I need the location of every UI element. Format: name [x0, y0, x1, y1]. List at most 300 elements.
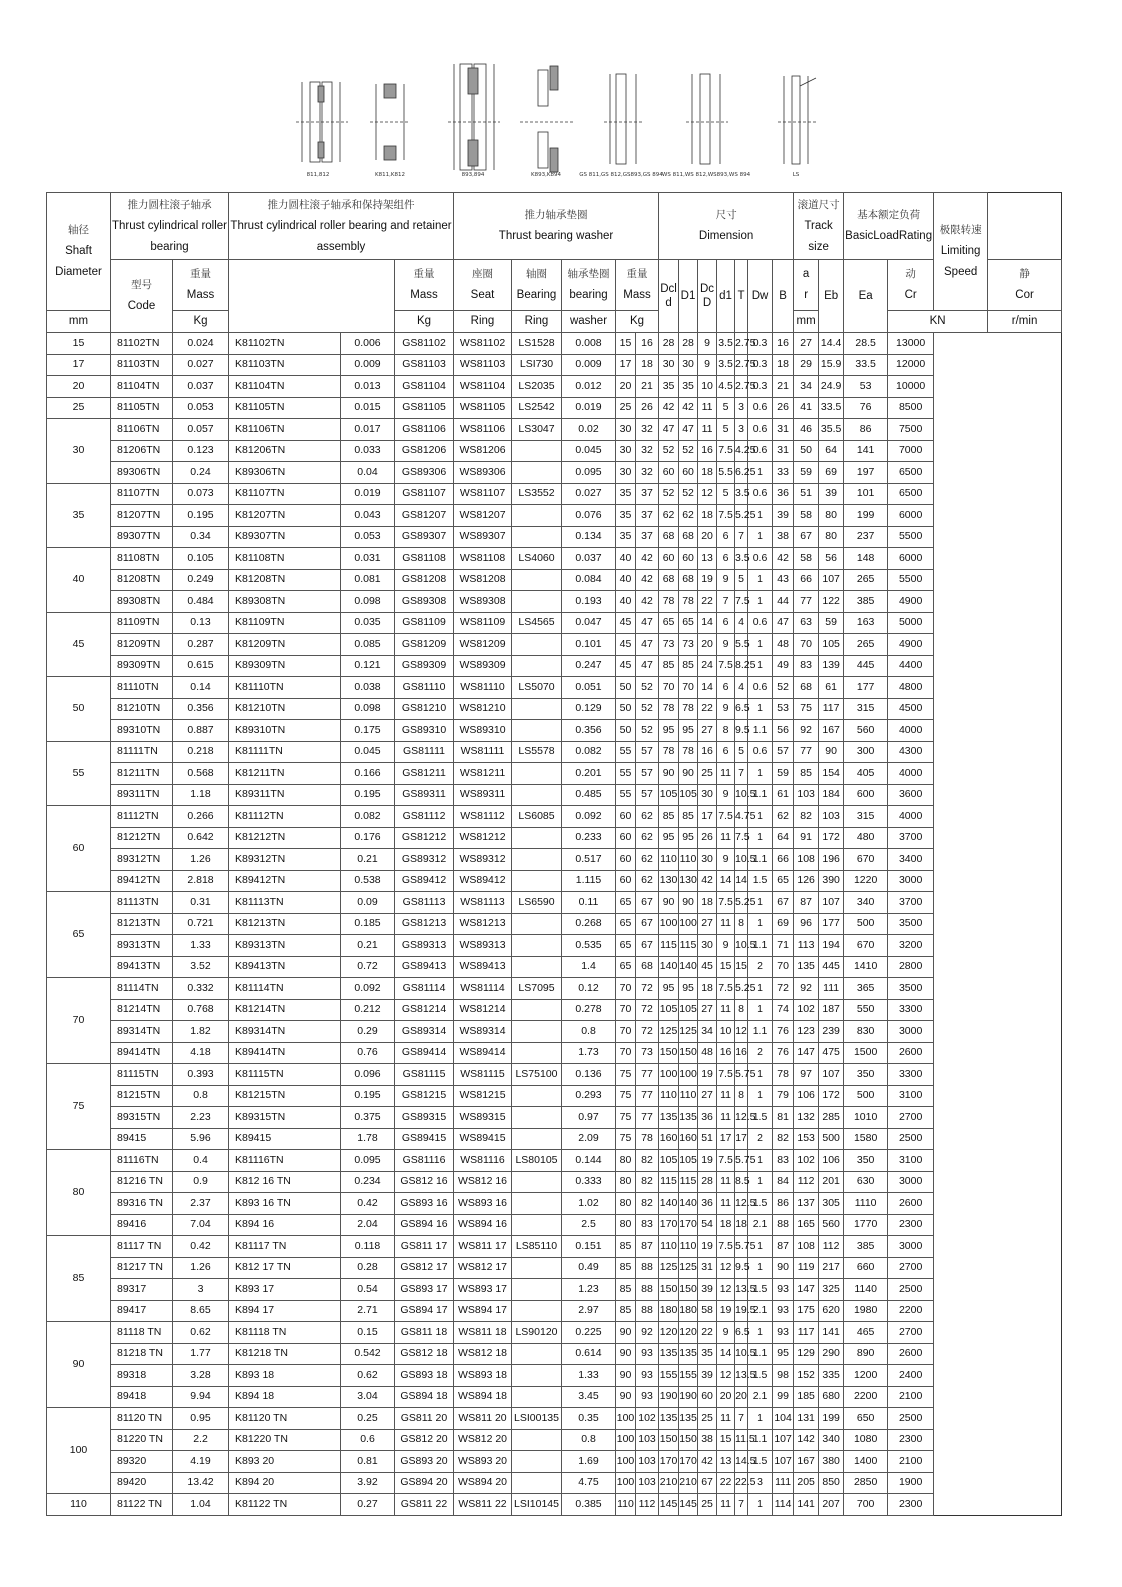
bearing-drawings [288, 56, 828, 178]
table-cell: 70 [616, 999, 636, 1021]
table-cell: 139 [819, 655, 844, 677]
table-cell: 1.1 [748, 1429, 773, 1451]
table-cell: K81102TN [229, 333, 341, 355]
table-cell: 117 [819, 698, 844, 720]
table-cell: 22 [698, 698, 717, 720]
table-cell: 0.098 [341, 591, 395, 613]
table-cell: 0.024 [173, 333, 229, 355]
table-row [47, 806, 1062, 828]
table-cell: 1.33 [562, 1365, 616, 1387]
table-cell: WS811 22 [454, 1494, 512, 1516]
table-cell: 8 [735, 999, 748, 1021]
table-cell: 0.332 [173, 978, 229, 1000]
header-mass2: 重量 Mass [395, 260, 454, 311]
table-cell: 180 [679, 1300, 698, 1322]
table-cell: 52 [659, 440, 679, 462]
table-cell: 42 [636, 591, 659, 613]
table-cell: 68 [659, 526, 679, 548]
table-cell: WS89306 [454, 462, 512, 484]
table-cell: 60 [616, 849, 636, 871]
table-cell [512, 1300, 562, 1322]
table-cell: 0.085 [341, 634, 395, 656]
table-cell: 175 [794, 1300, 819, 1322]
table-cell [512, 784, 562, 806]
table-cell: 57 [636, 741, 659, 763]
table-cell: 0.287 [173, 634, 229, 656]
table-cell: 102 [636, 1408, 659, 1430]
table-cell: K89413TN [229, 956, 341, 978]
table-cell: 100 [679, 913, 698, 935]
table-cell [512, 870, 562, 892]
table-cell: 315 [844, 698, 888, 720]
table-cell: 4.19 [173, 1451, 229, 1473]
table-cell: 43 [773, 569, 794, 591]
table-cell: 51 [794, 483, 819, 505]
table-cell: GS89415 [395, 1128, 454, 1150]
table-cell: 65 [616, 913, 636, 935]
table-cell: GS81212 [395, 827, 454, 849]
table-cell: 3500 [888, 913, 934, 935]
table-cell: 70 [773, 956, 794, 978]
table-cell: 81108TN [111, 548, 173, 570]
table-cell: 0.095 [562, 462, 616, 484]
drawing-gs-washer [604, 74, 644, 164]
table-cell: 95 [773, 1343, 794, 1365]
table-cell: 90 [616, 1386, 636, 1408]
table-cell: 3 [735, 397, 748, 419]
table-cell: 1.18 [173, 784, 229, 806]
table-cell: 0.278 [562, 999, 616, 1021]
table-cell: 93 [636, 1365, 659, 1387]
table-cell: 1 [748, 1408, 773, 1430]
table-cell: LSI10145 [512, 1494, 562, 1516]
table-cell: 105 [679, 1150, 698, 1172]
table-cell: WS81104 [454, 376, 512, 398]
table-cell: 7 [735, 763, 748, 785]
table-cell: 112 [819, 1236, 844, 1258]
table-cell: 105 [679, 784, 698, 806]
table-cell: 35 [616, 505, 636, 527]
table-cell: WS89413 [454, 956, 512, 978]
table-cell: 1 [748, 1171, 773, 1193]
table-cell: 0.006 [341, 333, 395, 355]
table-cell: 93 [636, 1343, 659, 1365]
table-cell: LS1528 [512, 333, 562, 355]
table-cell: 2500 [888, 1128, 934, 1150]
table-cell: 89306TN [111, 462, 173, 484]
table-cell: 41 [794, 397, 819, 419]
table-cell: 67 [636, 913, 659, 935]
table-cell: 3 [748, 1472, 773, 1494]
table-cell: LS85110 [512, 1236, 562, 1258]
table-cell: 1 [748, 1322, 773, 1344]
table-cell: 1.1 [748, 784, 773, 806]
table-cell: 0.393 [173, 1064, 229, 1086]
table-cell: LSI730 [512, 354, 562, 376]
header-dimension: 尺寸 Dimension [659, 193, 794, 260]
table-cell: 40 [616, 569, 636, 591]
table-cell: 115 [659, 935, 679, 957]
table-cell: 26 [773, 397, 794, 419]
table-cell: 12.5 [735, 1193, 748, 1215]
table-cell: 100 [659, 913, 679, 935]
table-cell: 170 [679, 1451, 698, 1473]
table-cell: K81110TN [229, 677, 341, 699]
table-cell: 1 [748, 526, 773, 548]
table-cell: 45 [616, 612, 636, 634]
table-cell: 0.247 [562, 655, 616, 677]
table-cell: GS893 18 [395, 1365, 454, 1387]
table-cell: GS89309 [395, 655, 454, 677]
table-cell: 30 [698, 784, 717, 806]
table-cell: 1410 [844, 956, 888, 978]
table-cell: 1140 [844, 1279, 888, 1301]
table-row [47, 698, 1062, 720]
table-cell: 65 [616, 892, 636, 914]
table-cell: 108 [794, 849, 819, 871]
table-cell: 62 [636, 870, 659, 892]
table-cell: K812 17 TN [229, 1257, 341, 1279]
table-cell: 170 [679, 1214, 698, 1236]
table-cell: GS894 20 [395, 1472, 454, 1494]
table-cell: 48 [698, 1042, 717, 1064]
table-cell: 9 [717, 784, 735, 806]
table-cell: 81206TN [111, 440, 173, 462]
table-cell: 0.195 [173, 505, 229, 527]
table-cell: 141 [794, 1494, 819, 1516]
table-cell: 95 [659, 720, 679, 742]
table-cell: 24 [698, 655, 717, 677]
table-cell: 1.23 [562, 1279, 616, 1301]
header-speed: 极限转速 Limiting Speed [934, 193, 988, 311]
table-cell: 177 [844, 677, 888, 699]
table-cell: 0.293 [562, 1085, 616, 1107]
table-cell: 10 [698, 376, 717, 398]
shaft-diameter-cell: 50 [47, 677, 111, 742]
table-cell: 52 [679, 440, 698, 462]
table-cell: 4000 [888, 763, 934, 785]
table-cell: 130 [679, 870, 698, 892]
table-cell: WS81206 [454, 440, 512, 462]
table-cell: 135 [659, 1107, 679, 1129]
table-cell: GS81111 [395, 741, 454, 763]
table-cell: 0.073 [173, 483, 229, 505]
table-cell: 4300 [888, 741, 934, 763]
table-cell: LS3047 [512, 419, 562, 441]
table-cell: 95 [659, 978, 679, 1000]
table-cell: 16 [773, 333, 794, 355]
table-cell: 35.5 [819, 419, 844, 441]
table-cell: 0.8 [173, 1085, 229, 1107]
table-cell: LS2542 [512, 397, 562, 419]
table-cell: 89308TN [111, 591, 173, 613]
table-cell: 10 [717, 1021, 735, 1043]
table-row [47, 1257, 1062, 1279]
table-cell: 107 [773, 1451, 794, 1473]
table-cell: 14 [698, 612, 717, 634]
table-cell: 99 [773, 1386, 794, 1408]
table-cell: 110 [659, 849, 679, 871]
table-cell: 0.95 [173, 1408, 229, 1430]
table-cell: WS81109 [454, 612, 512, 634]
table-cell: 670 [844, 849, 888, 871]
table-cell: GS812 16 [395, 1171, 454, 1193]
table-cell: K81211TN [229, 763, 341, 785]
table-cell: 0.151 [562, 1236, 616, 1258]
table-cell: 89420 [111, 1472, 173, 1494]
table-cell: GS81214 [395, 999, 454, 1021]
table-cell: 5.25 [735, 892, 748, 914]
table-cell: K81220 TN [229, 1429, 341, 1451]
bearing-drawings-svg [288, 56, 828, 178]
table-cell: 1.1 [748, 849, 773, 871]
table-cell: 103 [636, 1451, 659, 1473]
shaft-diameter-cell: 90 [47, 1322, 111, 1408]
table-cell: WS812 16 [454, 1171, 512, 1193]
table-cell: 60 [679, 462, 698, 484]
table-cell: WS81112 [454, 806, 512, 828]
table-row [47, 827, 1062, 849]
table-cell: 62 [659, 505, 679, 527]
table-cell: 6 [717, 526, 735, 548]
header-seat: 座圈 Seat [454, 260, 512, 311]
table-cell [512, 655, 562, 677]
table-cell: 57 [636, 763, 659, 785]
table-cell: 0.484 [173, 591, 229, 613]
table-cell: 0.11 [562, 892, 616, 914]
table-cell: WS81209 [454, 634, 512, 656]
table-cell: 75 [616, 1064, 636, 1086]
table-cell: 60 [659, 548, 679, 570]
table-cell: 0.62 [341, 1365, 395, 1387]
table-cell: 10.5 [735, 1343, 748, 1365]
table-cell: 1 [748, 505, 773, 527]
table-cell: 72 [636, 999, 659, 1021]
table-cell: 145 [679, 1494, 698, 1516]
table-cell: 11 [717, 999, 735, 1021]
table-cell: 140 [679, 956, 698, 978]
table-cell: 0.118 [341, 1236, 395, 1258]
table-cell: 35 [616, 526, 636, 548]
table-cell: 89413TN [111, 956, 173, 978]
table-cell: 82 [636, 1171, 659, 1193]
table-cell: K89313TN [229, 935, 341, 957]
table-cell: 16 [698, 440, 717, 462]
drawing-ls-washer [778, 76, 818, 164]
header-assembly-code [229, 260, 395, 333]
table-cell: 0.517 [562, 849, 616, 871]
table-cell: 5 [717, 397, 735, 419]
drawing-label: 893,894 [461, 172, 485, 178]
header-load: 基本额定负荷 BasicLoadRating [844, 193, 934, 260]
table-row [47, 612, 1062, 634]
table-cell: 125 [679, 1021, 698, 1043]
table-cell: 33.5 [844, 354, 888, 376]
table-cell: 4.75 [562, 1472, 616, 1494]
table-cell: 36 [698, 1107, 717, 1129]
table-cell: 30 [616, 440, 636, 462]
table-cell: 160 [659, 1128, 679, 1150]
table-cell: 47 [679, 419, 698, 441]
table-cell: 11 [698, 397, 717, 419]
table-cell: 129 [794, 1343, 819, 1365]
table-cell: 148 [844, 548, 888, 570]
table-cell: 1 [748, 1085, 773, 1107]
table-cell: 2.1 [748, 1214, 773, 1236]
table-cell: GS811 20 [395, 1408, 454, 1430]
table-cell: 85 [794, 763, 819, 785]
table-row [47, 526, 1062, 548]
table-cell: 0.29 [341, 1021, 395, 1043]
table-cell: 58 [698, 1300, 717, 1322]
table-cell: 1.77 [173, 1343, 229, 1365]
table-cell: 9 [717, 634, 735, 656]
table-cell: 7.5 [717, 505, 735, 527]
table-cell: GS89313 [395, 935, 454, 957]
table-cell: 650 [844, 1408, 888, 1430]
table-cell: WS894 17 [454, 1300, 512, 1322]
table-cell: 11 [717, 1494, 735, 1516]
table-cell: 6.5 [735, 1322, 748, 1344]
table-cell: 0.123 [173, 440, 229, 462]
table-cell: 135 [679, 1343, 698, 1365]
table-cell: WS81208 [454, 569, 512, 591]
table-cell: 70 [616, 1021, 636, 1043]
table-cell: 0.04 [341, 462, 395, 484]
table-cell: 3.5 [735, 548, 748, 570]
table-cell: 86 [844, 419, 888, 441]
table-cell [512, 462, 562, 484]
table-cell: 3300 [888, 999, 934, 1021]
table-cell: 2600 [888, 1193, 934, 1215]
table-cell: 0.225 [562, 1322, 616, 1344]
table-row [47, 999, 1062, 1021]
table-cell: 0.3 [748, 376, 773, 398]
table-cell: 1080 [844, 1429, 888, 1451]
table-cell: 5000 [888, 612, 934, 634]
table-cell: 830 [844, 1021, 888, 1043]
table-row [47, 1279, 1062, 1301]
table-cell: 14.5 [735, 1451, 748, 1473]
table-cell: 31 [773, 440, 794, 462]
table-cell: 0.234 [341, 1171, 395, 1193]
table-cell: 2.1 [748, 1386, 773, 1408]
table-cell: 5.75 [735, 1150, 748, 1172]
table-cell: 81120 TN [111, 1408, 173, 1430]
table-cell: WS81211 [454, 763, 512, 785]
table-cell: LS90120 [512, 1322, 562, 1344]
table-cell: 81102TN [111, 333, 173, 355]
table-cell: 90 [679, 892, 698, 914]
table-cell: K89310TN [229, 720, 341, 742]
table-cell: 0.076 [562, 505, 616, 527]
table-cell: 9 [717, 1322, 735, 1344]
table-cell [512, 1085, 562, 1107]
table-cell: 1400 [844, 1451, 888, 1473]
table-cell: 29 [794, 354, 819, 376]
table-cell: 0.6 [748, 419, 773, 441]
table-cell: 7.5 [717, 892, 735, 914]
table-cell: 217 [819, 1257, 844, 1279]
table-cell: WS81213 [454, 913, 512, 935]
table-cell: WS89311 [454, 784, 512, 806]
table-cell: 1 [748, 913, 773, 935]
table-cell: 3000 [888, 1236, 934, 1258]
table-cell: 81218 TN [111, 1343, 173, 1365]
table-cell: GS81110 [395, 677, 454, 699]
table-cell: 16 [717, 1042, 735, 1064]
table-cell: GS811 17 [395, 1236, 454, 1258]
table-cell: 16 [735, 1042, 748, 1064]
table-cell: 2700 [888, 1257, 934, 1279]
table-cell: 35 [659, 376, 679, 398]
table-cell: 70 [659, 677, 679, 699]
table-cell: 2700 [888, 1322, 934, 1344]
table-cell: GS81108 [395, 548, 454, 570]
table-cell: 5 [717, 419, 735, 441]
table-cell: 0.25 [341, 1408, 395, 1430]
table-row [47, 1429, 1062, 1451]
table-cell: 480 [844, 827, 888, 849]
table-cell: 18 [735, 1214, 748, 1236]
table-cell: 16 [636, 333, 659, 355]
table-cell [512, 569, 562, 591]
table-cell [512, 1193, 562, 1215]
table-cell: 0.037 [562, 548, 616, 570]
table-cell: 6 [717, 612, 735, 634]
table-cell: 150 [679, 1279, 698, 1301]
table-row [47, 634, 1062, 656]
table-cell: WS81108 [454, 548, 512, 570]
table-cell: 340 [844, 892, 888, 914]
table-cell: 35 [616, 483, 636, 505]
drawing-label: WS 811,WS 812,WS893,WS 894 [661, 172, 751, 178]
table-cell: WS89415 [454, 1128, 512, 1150]
table-cell: 36 [698, 1193, 717, 1215]
table-cell: 2 [748, 1128, 773, 1150]
table-cell: 4500 [888, 698, 934, 720]
table-cell [512, 1429, 562, 1451]
table-cell: 89313TN [111, 935, 173, 957]
table-row [47, 505, 1062, 527]
table-cell: GS81206 [395, 440, 454, 462]
table-cell: 560 [819, 1214, 844, 1236]
table-cell: 120 [679, 1322, 698, 1344]
table-cell: WS81212 [454, 827, 512, 849]
table-cell: 150 [659, 1042, 679, 1064]
table-row [47, 440, 1062, 462]
table-cell [512, 1365, 562, 1387]
table-cell: 81208TN [111, 569, 173, 591]
table-cell: 95 [679, 827, 698, 849]
table-cell: 47 [636, 655, 659, 677]
table-cell: 13.42 [173, 1472, 229, 1494]
table-cell: 89309TN [111, 655, 173, 677]
table-cell: 26 [698, 827, 717, 849]
table-cell: 1980 [844, 1300, 888, 1322]
table-cell: 102 [794, 999, 819, 1021]
table-cell: 27 [698, 720, 717, 742]
shaft-diameter-cell: 40 [47, 548, 111, 613]
table-cell: GS89314 [395, 1021, 454, 1043]
table-cell: 56 [819, 548, 844, 570]
table-cell: 76 [773, 1021, 794, 1043]
header-a-unit: mm [794, 311, 819, 333]
table-cell: 81207TN [111, 505, 173, 527]
table-cell: 81216 TN [111, 1171, 173, 1193]
table-cell: 2500 [888, 1408, 934, 1430]
table-cell: 15.9 [819, 354, 844, 376]
